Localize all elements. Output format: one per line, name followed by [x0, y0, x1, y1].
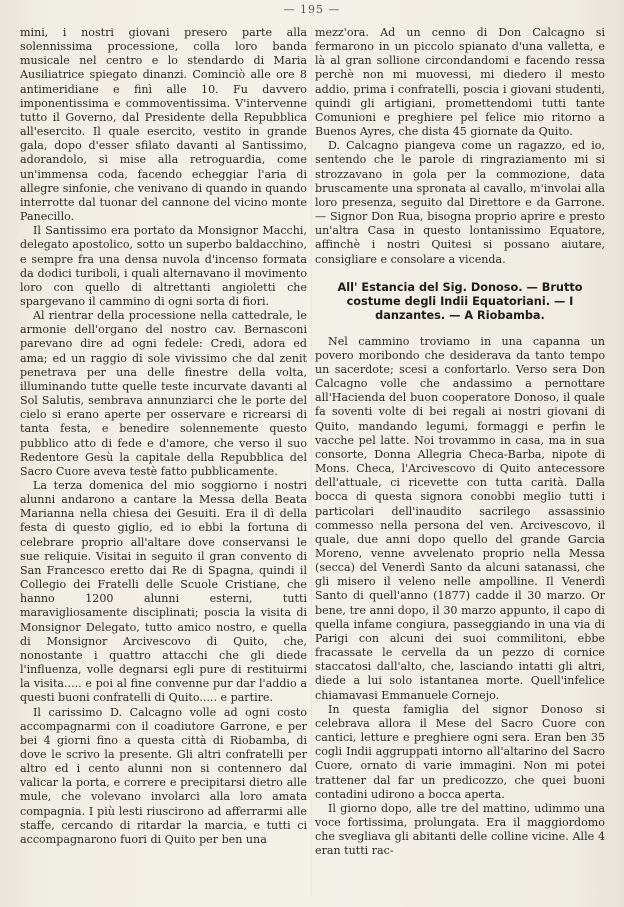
- paragraph: mini, i nostri giovani presero parte alla solennissima processione, colla loro banda musicale nel centro e lo stendardo di Maria Ausiliatrice spiegato dinanzi. Cominciò alle ore 8 antimeridiane e finì alle 10. Fu davvero imponentissima e commoventissima. V'intervenne tutto il Governo, dal Presidente della Repubblica all'esercito. Il quale esercito, vestito in grande gala, dopo d'esser sfilato davanti al Santissimo, adorandolo, si mise alla retroguardia, come un'immensa coda, facendo echeggiar l'aria di allegre sinfonie, che venivano di quando in quando interrotte dal tuonar del cannone del vicino monte Panecillo.: [20, 26, 307, 224]
- section-heading: All' Estancia del Sig. Donoso. — Brutto costume degli Indii Equatoriani. — I danzantes. — A Riobamba.: [337, 280, 583, 322]
- paragraph: mezz'ora. Ad un cenno di Don Calcagno si fermarono in un piccolo spianato d'una valletta, e là al gran sollione circondandomi e facendo ressa perchè non mi muovessi, mi diedero il mesto addio, prima i confratelli, poscia i giovani studenti, quindi gli artigiani, promettendomi tutti tante Comunioni e preghiere pel felice mio ritorno a Buenos Ayres, che dista 45 giornate da Quito.: [315, 26, 605, 139]
- paragraph: Il giorno dopo, alle tre del mattino, udimmo una voce fortissima, prolungata. Era il maggiordomo che svegliava gli abitanti delle colline vicine. Alle 4 eran tutti rac-: [315, 801, 605, 858]
- paragraph: Nel cammino troviamo in una capanna un povero moribondo che desiderava da tanto tempo un sacerdote; scesi a confortarlo. Verso sera Don Calcagno volle che andassimo a pernottare all'Hacienda del buon cooperatore Donoso, il quale fa soventi volte di bei regali ai nostri giovani di Quito, mandando legumi, formaggi e perfin le vacche pel latte. Noi trovammo in casa, ma in sua consorte, Donna Allegria Checa-Barba, nipote di Mons. Checa, l'Arcivescovo di Quito antecessore dell'attuale, ci ricevette con tutta carità. Dalla bocca di questa signora conobbi meglio tutti i particolari dell'inaudito sacrilego assassinio commesso nella persona del ven. Arcivescovo, il quale, due anni dopo quello del grande Garcia Moreno, venne avvelenato proprio nella Messa (secca) del Venerdì Santo da alcuni satanassi, che gli misero il veleno nelle ampolline. Il Venerdì Santo di quell'anno (1877) cadde il 30 marzo. Or bene, tre anni dopo, il 30 marzo appunto, il capo di quella infame congiura, passeggiando in una via di Parigi con alcuni dei suoi commilitoni, ebbe fracassate le cervella da un pezzo di cornice staccatosi dall'alto, che, lasciando intatti gli altri, diede a lui solo istantanea morte. Quell'infelice chiamavasi Emmanuele Cornejo.: [315, 334, 605, 702]
- page-number: — 195 —: [283, 3, 341, 16]
- column-divider: [311, 26, 312, 896]
- paragraph: In questa famiglia del signor Donoso si celebrava allora il Mese del Sacro Cuore con cantici, letture e preghiere ogni sera. Eran ben 35 cogli Indii aggruppati intorno all'altarino del Sacro Cuore, ornato di varie immagini. Non mi potei trattener dal far un predicozzo, che quei buoni contadini udirono a bocca aperta.: [315, 702, 605, 801]
- paragraph: Il carissimo D. Calcagno volle ad ogni costo accompagnarmi con il coadiutore Garrone, e per bei 4 giorni fino a questa città di Riobamba, di dove le scrivo la presente. Gli altri confratelli per altro ed i cento alunni non si contennero dal valicar la porta, e correre e precipitarsi dietro alle mule, che volevano involarci alla loro amata compagnia. I più lesti riuscirono ad afferrarmi alle staffe, cercando di ritardar la marcia, e tutti ci accompagnarono fuori di Quito per ben una: [20, 705, 307, 846]
- paragraph: La terza domenica del mio soggiorno i nostri alunni andarono a cantare la Messa della Beata Marianna nella chiesa dei Gesuiti. Era il dì della festa di questo giglio, ed io ebbi la fortuna di celebrare proprio all'altare dove conservansi le sue reliquie. Visitai in seguito il gran convento di San Francesco eretto dai Re di Spagna, quindi il Collegio dei Fratelli delle Scuole Cristiane, che hanno 1200 alunni esterni, tutti maravigliosamente disciplinati; poscia la visita di Monsignor Delegato, tutto amico nostro, e quella di Monsignor Arcivescovo di Quito, che, nonostante i quattro attacchi che gli diede l'influenza, volle degnarsi egli pure di restituirmi la visita..... e poi al fine convenne pur dar l'addio a questi buoni confratelli di Quito..... e partire.: [20, 479, 307, 705]
- right-column: [315, 26, 605, 858]
- paragraph: D. Calcagno piangeva come un ragazzo, ed io, sentendo che le parole di ringraziamento mi si strozzavano in gola per la commozione, data bruscamente una spronata al cavallo, m'involai alla loro presenza, seguito dal Direttore e da Garrone. — Signor Don Rua, bisogna proprio aprire e presto un'altra Casa in questo lontanissimo Equatore, affinchè i nostri Quitesi si possano aiutare, consigliare e consolare a vicenda.: [315, 139, 605, 266]
- paragraph: Al rientrar della processione nella cattedrale, le armonie dell'organo del nostro cav. Bernasconi parevano dire ad ogni fedele: Credi, adora ed ama; ed un raggio di sole vivissimo che dal zenit penetrava per una delle finestre della volta, illuminando tutte quelle teste incurvate davanti al Sol Salutis, sembrava annunziarci che le porte del cielo si erano aperte per osservare e ricrearsi di tanta festa, e benedire solennemente questo pubblico atto di fede e d'amore, che verso il suo Redentore Gesù la capitale della Repubblica del Sacro Cuore aveva testè fatto pubblicamente.: [20, 309, 307, 478]
- paragraph: Il Santissimo era portato da Monsignor Macchi, delegato apostolico, sotto un superbo baldacchino, e sempre fra una densa nuvola d'incenso formata da dodici turiboli, i quali alternavano il movimento loro con quello di altrettanti angioletti che spargevano il cammino di ogni sorta di fiori.: [20, 224, 307, 308]
- left-column: [20, 26, 307, 847]
